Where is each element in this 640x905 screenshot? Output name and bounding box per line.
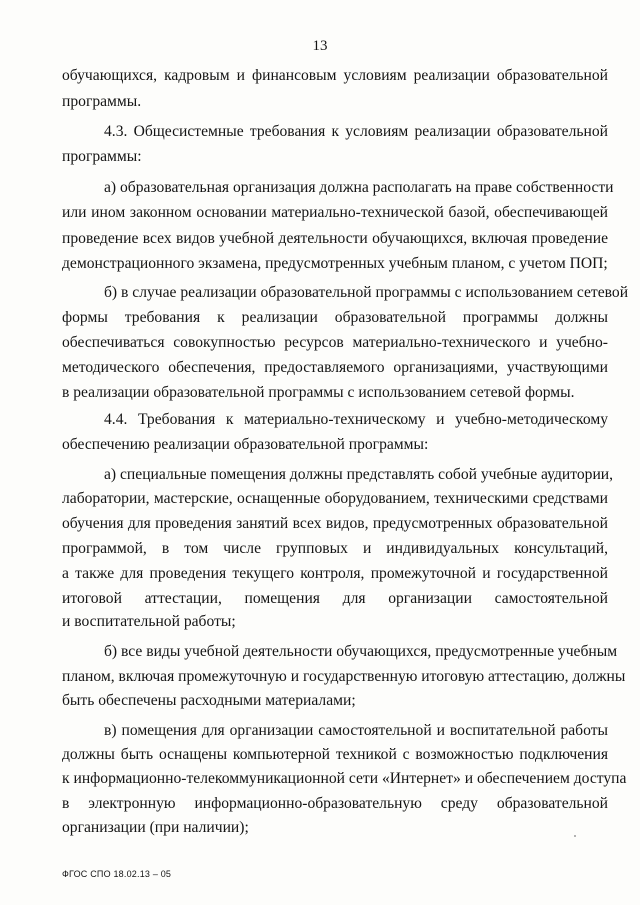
page-number: 13: [312, 38, 328, 54]
text-line: быть обеспечены расходными материалами;: [62, 692, 356, 709]
list-item-a: а) образовательная организация должна располагать на праве собственности: [104, 179, 614, 196]
text-line: обеспечиваться совокупностью ресурсов материально-технического и учебно-: [62, 334, 608, 351]
text-line: и воспитательной работы;: [62, 613, 236, 630]
section-heading-4-4: 4.4. Требования к материально-техническому и учебно-методическому: [104, 411, 608, 428]
text-line: или ином законном основании материально-технической базой, обеспечивающей: [62, 204, 608, 221]
scan-speck: [574, 835, 576, 837]
text-line: а также для проведения текущего контроля, промежуточной и государственной: [62, 565, 608, 582]
text-line: организации (при наличии);: [62, 819, 249, 836]
text-line: должны быть оснащены компьютерной техникой с возможностью подключения: [62, 746, 608, 763]
text-line: лаборатории, мастерские, оснащенные оборудованием, техническими средствами: [62, 490, 608, 507]
text-line: программы.: [62, 93, 142, 110]
list-item-b: б) в случае реализации образовательной программы с использованием сетевой: [104, 284, 629, 301]
text-line: в электронную информационно-образовательную среду образовательной: [62, 795, 608, 812]
document-code-footer: ФГОС СПО 18.02.13 – 05: [62, 869, 172, 879]
text-line: формы требования к реализации образовательной программы должны: [62, 309, 608, 326]
list-item-b: б) все виды учебной деятельности обучающихся, предусмотренные учебным: [104, 643, 618, 660]
list-item-v: в) помещения для организации самостоятельной и воспитательной работы: [104, 722, 608, 739]
text-line: обучения для проведения занятий всех видов, предусмотренных образовательной: [62, 515, 608, 532]
text-line: проведение всех видов учебной деятельности обучающихся, включая проведение: [62, 230, 608, 247]
text-line: планом, включая промежуточную и государственную итоговую аттестацию, должны: [62, 668, 626, 685]
text-line: к информационно-телекоммуникационной сети «Интернет» и обеспечением доступа: [62, 770, 627, 787]
text-line: демонстрационного экзамена, предусмотренных учебным планом, с учетом ПОП;: [62, 255, 608, 272]
section-heading-4-3: 4.3. Общесистемные требования к условиям реализации образовательной: [104, 123, 608, 140]
text-line: итоговой аттестации, помещения для организации самостоятельной: [62, 590, 608, 607]
text-line: программой, в том числе групповых и индивидуальных консультаций,: [62, 540, 608, 557]
text-line: обучающихся, кадровым и финансовым условиям реализации образовательной: [62, 67, 608, 84]
text-line: методического обеспечения, предоставляемого организациями, участвующими: [62, 359, 608, 376]
text-line: в реализации образовательной программы с использованием сетевой формы.: [62, 384, 575, 401]
list-item-a: а) специальные помещения должны представлять собой учебные аудитории,: [104, 466, 614, 483]
text-line: программы:: [62, 148, 142, 165]
text-line: обеспечению реализации образовательной программы:: [62, 436, 429, 453]
